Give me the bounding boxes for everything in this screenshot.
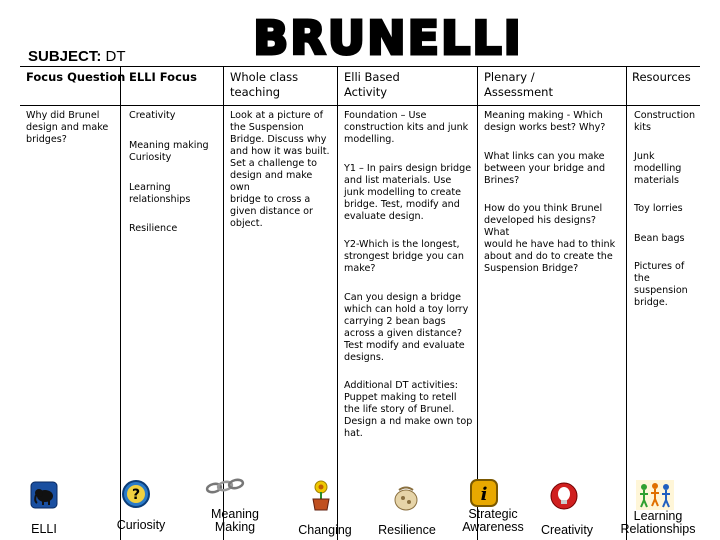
info-icon <box>470 479 498 507</box>
header-focus-question: Focus Question <box>26 70 126 84</box>
icon-label-strategic-awareness: Strategic Awareness <box>462 507 524 534</box>
chain-link-icon <box>205 478 245 496</box>
svg-text:BRUNELLI: BRUNELLI <box>253 12 523 60</box>
resource-item: Bean bags <box>634 233 685 244</box>
header-plenary-assessment: Plenary / Assessment <box>484 70 553 99</box>
icon-label-creativity: Creativity <box>540 523 594 537</box>
subject-value: DT <box>101 48 126 65</box>
elli-focus-item: Creativity <box>129 110 176 121</box>
svg-text:i: i <box>480 484 488 505</box>
brunelli-logo-graphic <box>248 12 528 60</box>
svg-text:?: ? <box>131 487 141 503</box>
focus-question-text: Why did Brunel design and make bridges? <box>26 110 109 145</box>
resource-item: Toy lorries <box>634 203 683 214</box>
activity-y1: Y1 – In pairs design bridge and list materials. Use junk modelling to create bridge. Test, modify and evaluate design. <box>344 163 472 222</box>
subject-line <box>28 48 126 65</box>
whole-class-teaching-text: Look at a picture of the Suspension Bridge. Discuss why and how it was built. Set a challenge to design and make own bridge to cross a given distance or object. <box>230 110 330 229</box>
icon-label-learning-relationships: Learning Relationships <box>620 509 696 536</box>
elli-focus-item: Resilience <box>129 223 178 234</box>
elli-focus-item: Meaning making Curiosity <box>129 140 209 163</box>
brunelli-logo <box>248 12 528 60</box>
activity-additional: Additional DT activities: Puppet making to retell the life story of Brunel. Design a nd make own top hat. <box>344 380 473 439</box>
lightbulb-icon <box>550 482 578 510</box>
column-divider-3 <box>337 66 338 540</box>
plenary-item: How do you think Brunel developed his designs? What would he have had to think about and do to create the Suspension Bridge? <box>484 203 616 274</box>
header-elli-based-activity: Elli Based Activity <box>344 70 400 99</box>
flower-pot-icon <box>308 479 334 511</box>
column-divider-5 <box>626 66 627 540</box>
header-elli-focus: ELLI Focus <box>129 70 197 84</box>
resource-item: Junk modelling materials <box>634 151 682 186</box>
activity-y2: Y2-Which is the longest, strongest bridge you can make? <box>344 239 464 274</box>
icon-label-elli: ELLI <box>31 522 57 536</box>
question-mark-icon <box>121 479 151 509</box>
header-whole-class-teaching: Whole class teaching <box>230 70 299 99</box>
icon-label-meaning-making: Meaning Making <box>211 507 259 534</box>
column-divider-2 <box>223 66 224 540</box>
people-group-icon <box>636 480 674 510</box>
activity-foundation: Foundation – Use construction kits and junk modelling. <box>344 110 469 145</box>
plenary-item: What links can you make between your bridge and Brines? <box>484 151 606 186</box>
resource-item: Construction kits <box>634 110 696 133</box>
plenary-item: Meaning making - Which design works best? Why? <box>484 110 606 133</box>
icon-label-changing: Changing <box>298 523 352 537</box>
table-top-border <box>20 66 700 67</box>
header-resources: Resources <box>632 70 691 84</box>
icon-label-curiosity: Curiosity <box>116 518 166 532</box>
seed-pod-icon <box>391 484 421 512</box>
table-header-border <box>20 105 700 106</box>
elli-elephant-icon <box>30 481 58 509</box>
icon-label-resilience: Resilience <box>378 523 436 537</box>
resource-item: Pictures of the suspension bridge. <box>634 261 688 308</box>
column-divider-4 <box>477 66 478 540</box>
activity-challenge: Can you design a bridge which can hold a toy lorry carrying 2 bean bags across a given distance? Test modify and evaluate designs. <box>344 292 469 363</box>
column-divider-1 <box>120 66 121 540</box>
elli-focus-item: Learning relationships <box>129 182 191 205</box>
subject-label: SUBJECT: <box>28 48 102 65</box>
